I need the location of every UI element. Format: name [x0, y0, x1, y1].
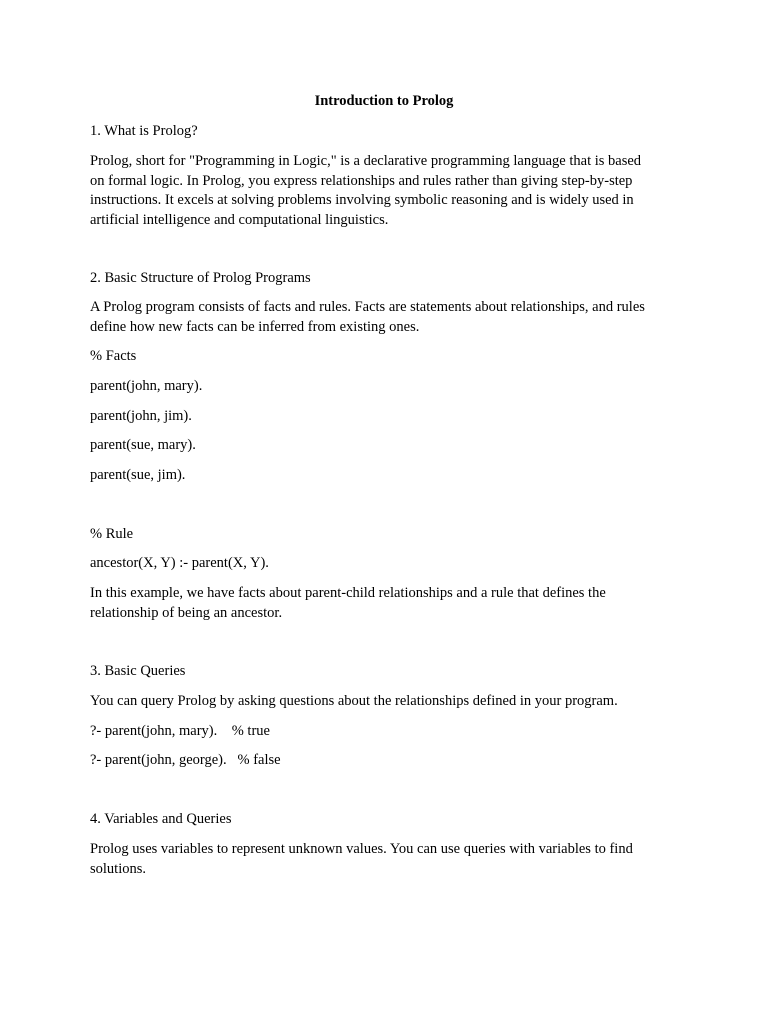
paragraph-line: instructions. It excels at solving problems involving symbolic reasoning and is widely used in — [90, 192, 634, 208]
section-3-paragraph: You can query Prolog by asking questions about the relationships defined in your program. — [90, 693, 618, 709]
paragraph-line: define how new facts can be inferred from existing ones. — [90, 318, 420, 335]
query-line: ?- parent(john, mary). % true — [90, 723, 270, 739]
paragraph-line: Prolog, short for "Programming in Logic," is a declarative programming language that is based — [90, 153, 642, 169]
paragraph-line: solutions. — [90, 860, 146, 877]
document-title: Introduction to Prolog — [314, 93, 454, 109]
fact-line: parent(sue, mary). — [90, 437, 196, 453]
rule-explanation — [90, 584, 680, 623]
fact-line: parent(john, jim). — [90, 408, 192, 424]
section-4-paragraph — [90, 840, 680, 879]
paragraph-line: relationship of being an ancestor. — [90, 604, 283, 621]
fact-line: parent(sue, jim). — [90, 467, 186, 483]
section-2-heading: 2. Basic Structure of Prolog Programs — [90, 270, 311, 286]
section-1-heading: 1. What is Prolog? — [90, 123, 198, 139]
section-4-heading: 4. Variables and Queries — [90, 811, 232, 827]
section-1-paragraph — [90, 152, 680, 230]
paragraph-line: In this example, we have facts about parent-child relationships and a rule that defines the — [90, 585, 606, 601]
section-2-paragraph — [90, 298, 680, 337]
paragraph-line: artificial intelligence and computational linguistics. — [90, 211, 389, 228]
paragraph-line: on formal logic. In Prolog, you express relationships and rules rather than giving step-by-step — [90, 172, 633, 189]
paragraph-line: Prolog uses variables to represent unknown values. You can use queries with variables to find — [90, 841, 633, 857]
facts-comment: % Facts — [90, 348, 137, 364]
paragraph-line: A Prolog program consists of facts and rules. Facts are statements about relationships, and rules — [90, 299, 645, 315]
rule-line: ancestor(X, Y) :- parent(X, Y). — [90, 555, 269, 571]
section-3-heading: 3. Basic Queries — [90, 663, 186, 679]
fact-line: parent(john, mary). — [90, 378, 203, 394]
query-line: ?- parent(john, george). % false — [90, 752, 281, 768]
rule-comment: % Rule — [90, 526, 134, 542]
